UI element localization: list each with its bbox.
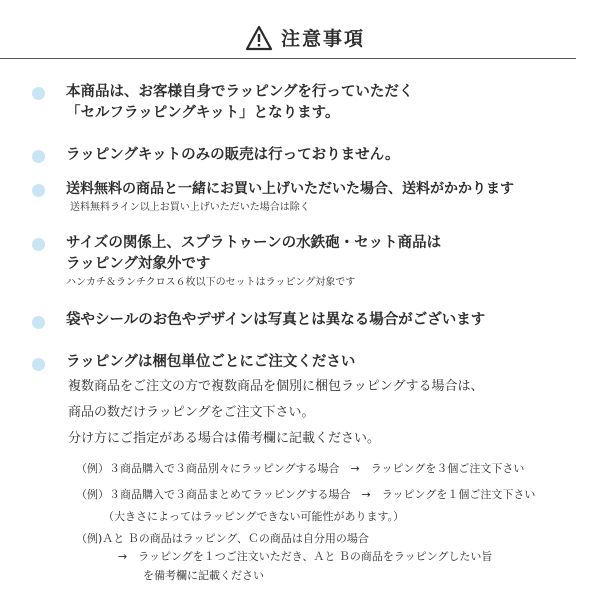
- notice-item-2: [66, 145, 400, 166]
- bullet-dot: [32, 87, 45, 100]
- bullet-dot: [32, 358, 45, 371]
- example-line: （例）３商品購入で３商品まとめてラッピングする場合 → ラッピングを１個ご注文下さい: [76, 488, 536, 501]
- page-title: 注意事項: [280, 28, 365, 50]
- bullet-dot: [32, 184, 45, 197]
- notice-note-4: ハンカチ＆ランチクロス６枚以下のセットはラッピング対象です: [66, 277, 356, 288]
- warning-icon: [245, 25, 273, 51]
- example-line: を備考欄に記載ください: [143, 569, 264, 582]
- notice-line: サイズの関係上、スプラトゥーンの水鉄砲・セット商品は: [66, 235, 442, 251]
- notice-line: ラッピングは梱包単位ごとにご注文ください: [66, 354, 356, 370]
- notice-line: 本商品は、お客様自身でラッピングを行っていただく: [66, 84, 414, 100]
- example-line: → ラッピングを１つご注文いただき、Ａと Ｂの商品をラッピングしたい旨: [118, 550, 493, 563]
- example-line: （大きさによってはラッピングできない可能性があります。）: [103, 510, 405, 523]
- notice-item-6: [66, 352, 355, 373]
- notice-line: ラッピング対象外です: [66, 256, 211, 272]
- bullet-dot: [32, 150, 45, 163]
- notice-item-5: [66, 310, 485, 331]
- detail-line: 分け方にご指定がある場合は備考欄に記載ください。: [68, 431, 381, 446]
- example-line: （例)Ａと Ｂの商品はラッピング、Ｃの商品は自分用の場合: [76, 532, 369, 545]
- example-line: （例）３商品購入で３商品別々にラッピングする場合 → ラッピングを３個ご注文下さい: [76, 462, 525, 475]
- bullet-dot: [32, 316, 45, 329]
- notice-line: ラッピングキットのみの販売は行っておりません。: [66, 147, 400, 163]
- notice-item-4: [66, 233, 441, 275]
- notice-line: 「セルフラッピングキット」となります。: [66, 105, 340, 121]
- notice-note-3: 送料無料ライン以上お買い上げいただいた場合は除く: [70, 202, 310, 213]
- title-group: [245, 24, 365, 51]
- title-divider: [0, 58, 576, 59]
- detail-line: 複数商品をご注文の方で複数商品を個別に梱包ラッピングする場合は、: [68, 379, 484, 394]
- notice-item-1: [66, 82, 413, 124]
- notice-item-3: [66, 179, 514, 200]
- bullet-dot: [32, 238, 45, 251]
- detail-line: 商品の数だけラッピングをご注文下さい。: [68, 405, 315, 420]
- notice-line: 袋やシールのお色やデザインは写真とは異なる場合がございます: [66, 312, 486, 328]
- notice-line: 送料無料の商品と一緒にお買い上げいただいた場合、送料がかかります: [66, 181, 514, 197]
